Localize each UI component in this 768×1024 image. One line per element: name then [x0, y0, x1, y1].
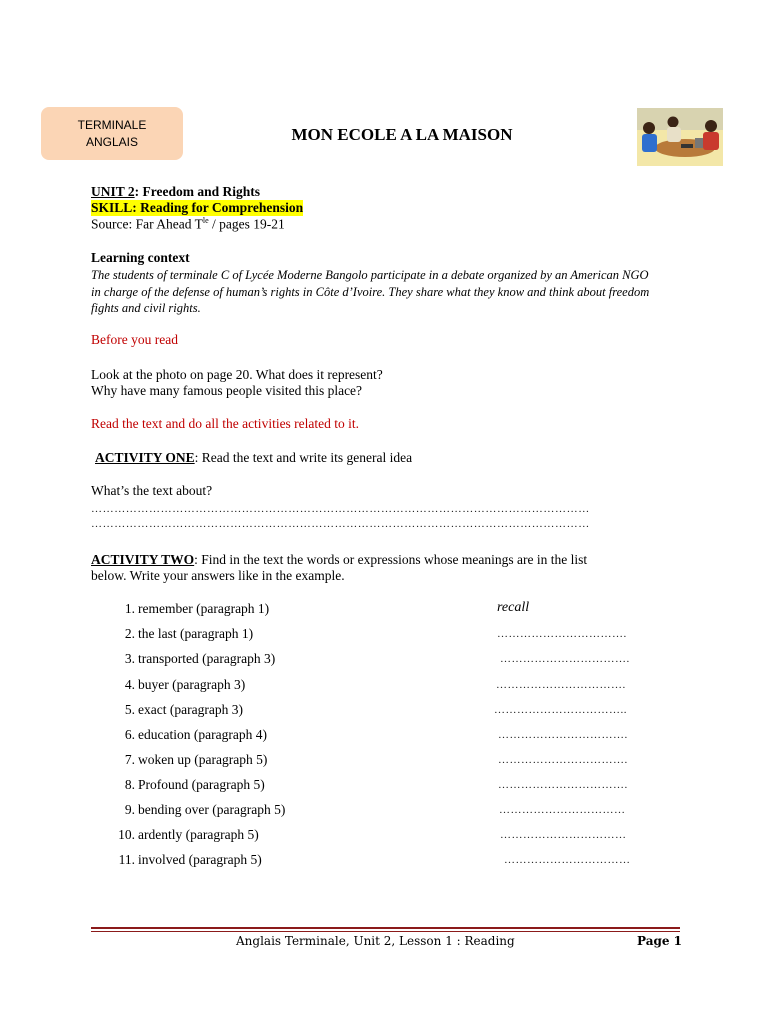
item-text: Profound (paragraph 5) [138, 777, 265, 792]
item-text: buyer (paragraph 3) [138, 677, 246, 692]
question-2: Why have many famous people visited this place? [91, 383, 363, 398]
activity-two-text: : Find in the text the words or expressions whose meanings are in the list [194, 552, 588, 567]
source-line [91, 216, 285, 233]
item-answer[interactable]: …………………………… [504, 854, 631, 866]
learning-context-title: Learning context [91, 250, 190, 265]
item-text: remember (paragraph 1) [138, 601, 270, 616]
before-you-read-heading: Before you read [91, 332, 178, 347]
list-item [113, 827, 713, 847]
footer-text: Anglais Terminale, Unit 2, Lesson 1 : Reading [236, 934, 515, 948]
level-badge [41, 107, 183, 160]
item-number: 3. [124, 651, 135, 666]
item-text: exact (paragraph 3) [138, 702, 243, 717]
item-text: the last (paragraph 1) [138, 626, 254, 641]
activity-two-heading [91, 551, 587, 568]
item-number: 5. [124, 702, 135, 717]
page-number: Page 1 [637, 934, 683, 948]
instruction-text: Read the text and do all the activities related to it. [91, 416, 360, 431]
badge-subject: ANGLAIS [85, 135, 139, 149]
classroom-photo [637, 108, 723, 166]
learning-context-text: The students of terminale C of Lycée Moderne Bangolo participate in a debate organized by an American NGO in charge of the defense of human’s rights in Côte d’Ivoire. They share what they know and think about freedom fights and civil rights. [91, 268, 650, 315]
item-number: 4. [124, 677, 135, 692]
list-item [113, 752, 713, 772]
item-number: 9. [124, 802, 135, 817]
item-number: 11. [118, 852, 135, 867]
item-text: education (paragraph 4) [138, 727, 267, 742]
source-superscript: le [202, 216, 209, 225]
item-number: 8. [124, 777, 135, 792]
question-1: Look at the photo on page 20. What does it represent? [91, 367, 383, 382]
list-item [113, 601, 713, 621]
page-title: MON ECOLE A LA MAISON [291, 125, 513, 144]
item-number: 6. [124, 727, 135, 742]
item-number: 7. [124, 752, 135, 767]
list-item [113, 852, 713, 872]
item-text: ardently (paragraph 5) [138, 827, 259, 842]
list-item [113, 651, 713, 671]
answer-line-1[interactable]: ………………………………………………………………………………………………………………… [91, 503, 590, 515]
item-answer[interactable]: …………………………….. [494, 704, 627, 716]
item-text: transported (paragraph 3) [138, 651, 276, 666]
unit-title: : Freedom and Rights [134, 184, 261, 199]
item-answer: recall [497, 600, 530, 615]
activity-one-text: : Read the text and write its general idea [194, 450, 413, 465]
item-answer[interactable]: ……………………………. [496, 679, 626, 691]
list-item [113, 626, 713, 646]
list-item [113, 777, 713, 797]
answer-line-2[interactable]: ………………………………………………………………………………………………………………… [91, 518, 590, 530]
item-answer[interactable]: …………………………… [499, 804, 626, 816]
unit-heading [91, 184, 260, 200]
source-pages: / pages 19-21 [208, 216, 285, 232]
item-answer[interactable]: ……………………………. [498, 729, 628, 741]
item-answer[interactable]: …………………………… [500, 829, 627, 841]
list-item [113, 677, 713, 697]
item-text: woken up (paragraph 5) [138, 752, 268, 767]
text-about-question: What’s the text about? [91, 483, 213, 498]
item-answer[interactable]: ……………………………. [498, 754, 628, 766]
item-answer[interactable]: ……………………………. [497, 628, 627, 640]
footer-divider [91, 927, 680, 929]
list-item [113, 702, 713, 722]
item-text: bending over (paragraph 5) [138, 802, 286, 817]
footer-divider-thin [91, 931, 680, 932]
unit-label: UNIT 2 [91, 184, 135, 199]
item-answer[interactable]: ……………………………. [498, 779, 628, 791]
activity-one-label: ACTIVITY ONE [95, 450, 195, 465]
list-item [113, 727, 713, 747]
source-text: Source: Far Ahead T [91, 216, 203, 232]
item-number: 2. [124, 626, 135, 641]
item-text: involved (paragraph 5) [138, 852, 262, 867]
item-number: 1. [124, 601, 135, 616]
badge-level: TERMINALE [77, 118, 147, 132]
activity-one-heading [95, 450, 412, 466]
item-answer[interactable]: ……………………………. [500, 653, 630, 665]
skill-heading: SKILL: Reading for Comprehension [91, 200, 304, 215]
activity-two-text-continued: below. Write your answers like in the example. [91, 568, 345, 583]
activity-two-label: ACTIVITY TWO [91, 552, 195, 567]
list-item [113, 802, 713, 822]
item-number: 10. [118, 827, 135, 842]
